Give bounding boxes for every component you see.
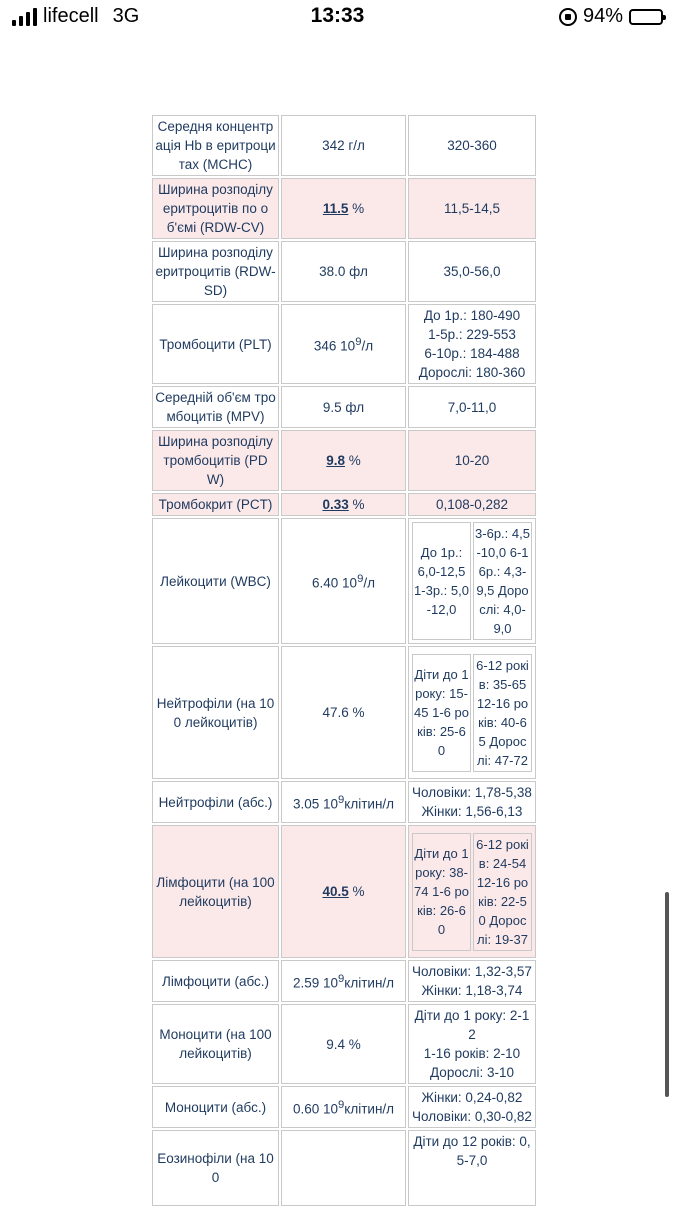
value-unit: %: [348, 884, 365, 899]
test-name: Моноцити (абс.): [152, 1086, 279, 1128]
test-norm: [408, 1086, 536, 1128]
test-norm: [408, 646, 536, 779]
value-exponent: 9: [357, 572, 364, 585]
table-row: [152, 430, 536, 491]
test-norm: 7,0-11,0: [408, 386, 536, 428]
scrollbar[interactable]: [665, 892, 669, 1097]
norm-col-right: 3-6р.: 4,5-10,0 6-16р.: 4,3-9,5 Дорослі: 4,0-9,0: [473, 522, 532, 640]
value-exponent: 9: [338, 1098, 345, 1111]
test-norm: 35,0-56,0: [408, 241, 536, 302]
value-number: 2.59 10: [292, 975, 339, 991]
status-right: [559, 5, 663, 28]
norm-nested-table: [410, 831, 534, 953]
norm-line: Чоловіки: 0,30-0,82: [412, 1109, 532, 1124]
test-norm: [408, 518, 536, 644]
norm-line: 6-10р.: 184-488: [424, 346, 520, 361]
battery-icon: [629, 9, 663, 25]
value-unit: клітин/л: [344, 975, 395, 991]
norm-line: Жінки: 1,56-6,13: [421, 804, 523, 819]
test-value: 47.6 %: [281, 646, 406, 779]
norm-line: Жінки: 1,18-3,74: [421, 983, 523, 998]
value-exponent: 9: [338, 793, 345, 806]
test-value: [281, 493, 406, 516]
norm-line: Чоловіки: 1,32-3,57: [412, 964, 532, 979]
value-number: 3.05 10: [292, 796, 339, 812]
norm-col-right: 6-12 років: 24-54 12-16 років: 22-50 Дорослі: 19-37: [473, 833, 532, 951]
test-norm: [408, 781, 536, 823]
value-exponent: 9: [338, 972, 345, 985]
value-number: 0.60 10: [292, 1101, 339, 1117]
test-value: [281, 960, 406, 1002]
value-number: 6.40 10: [312, 575, 358, 591]
results-viewport[interactable]: [150, 113, 540, 1185]
test-value: [281, 1130, 406, 1206]
table-row: [152, 518, 536, 644]
test-value: [281, 781, 406, 823]
test-value: [281, 178, 406, 239]
norm-line: Жінки: 0,24-0,82: [421, 1090, 523, 1105]
norm-line: Чоловіки: 1,78-5,38: [412, 785, 532, 800]
test-norm: [408, 304, 536, 384]
status-bar: [0, 0, 675, 40]
norm-col-left: Діти до 1 року: 38-74 1-6 років: 26-60: [412, 833, 471, 951]
test-name: Середній об'єм тромбоцитів (MPV): [152, 386, 279, 428]
norm-line: Діти до 12 років: 0,: [413, 1134, 531, 1149]
table-row: [152, 386, 536, 428]
clock: 13:33: [310, 4, 365, 27]
test-value: 9.5 фл: [281, 386, 406, 428]
test-value: [281, 430, 406, 491]
test-name: Нейтрофіли (абс.): [152, 781, 279, 823]
test-name: Лімфоцити (абс.): [152, 960, 279, 1002]
test-value: 9.4 %: [281, 1004, 406, 1084]
table-row: [152, 178, 536, 239]
test-name: Лейкоцити (WBC): [152, 518, 279, 644]
test-name: Нейтрофіли (на 100 лейкоцитів): [152, 646, 279, 779]
test-name: Тромбокрит (PCT): [152, 493, 279, 516]
network-type: 3G: [112, 5, 140, 27]
test-norm: 320-360: [408, 115, 536, 176]
test-name: Тромбоцити (PLT): [152, 304, 279, 384]
value-link[interactable]: 40.5: [322, 884, 349, 899]
norm-line: 1-5р.: 229-553: [428, 327, 516, 342]
test-name: Ширина розподілу тромбоцитів (PDW): [152, 430, 279, 491]
value-number: 346 10: [313, 338, 356, 354]
results-table: [150, 113, 538, 1208]
table-row: [152, 646, 536, 779]
norm-line: Дорослі: 3-10: [430, 1065, 514, 1080]
test-name: Еозинофіли (на 100: [152, 1130, 279, 1206]
table-row: [152, 493, 536, 516]
value-unit: %: [348, 497, 365, 512]
table-row: [152, 115, 536, 176]
test-norm: [408, 1004, 536, 1084]
value-unit: %: [348, 201, 365, 216]
carrier-name: lifecell: [43, 5, 99, 27]
test-value: [281, 1086, 406, 1128]
table-row: [152, 1130, 536, 1206]
value-unit: клітин/л: [344, 1101, 395, 1117]
table-row: [152, 304, 536, 384]
test-value: [281, 518, 406, 644]
value-link[interactable]: 11.5: [322, 201, 349, 216]
norm-col-left: Діти до 1 року: 15-45 1-6 років: 25-60: [412, 654, 471, 772]
norm-col-right: 6-12 років: 35-65 12-16 років: 40-65 Дорослі: 47-72: [473, 654, 532, 772]
value-link[interactable]: 9.8: [326, 453, 345, 468]
test-norm: [408, 1130, 536, 1206]
value-link[interactable]: 0.33: [322, 497, 349, 512]
test-norm: [408, 960, 536, 1002]
test-norm: 11,5-14,5: [408, 178, 536, 239]
test-norm: 10-20: [408, 430, 536, 491]
test-norm: [408, 825, 536, 958]
test-name: Ширина розподілу еритроцитів (RDW-SD): [152, 241, 279, 302]
rotation-lock-icon: [559, 8, 577, 26]
value-exponent: 9: [355, 335, 362, 348]
test-name: Моноцити (на 100 лейкоцитів): [152, 1004, 279, 1084]
table-row: [152, 825, 536, 958]
norm-nested-table: [410, 652, 534, 774]
table-row: [152, 1004, 536, 1084]
norm-line: 5-7,0: [456, 1153, 488, 1168]
test-value: 342 г/л: [281, 115, 406, 176]
test-norm: 0,108-0,282: [408, 493, 536, 516]
test-value: [281, 304, 406, 384]
value-unit: /л: [361, 338, 374, 354]
test-name: Ширина розподілу еритроцитів по об'ємі (RDW-CV): [152, 178, 279, 239]
test-value: 38.0 фл: [281, 241, 406, 302]
test-name: Середня концентрація Hb в еритроцитах (MCHC): [152, 115, 279, 176]
table-row: [152, 241, 536, 302]
norm-line: 1-16 років: 2-10: [423, 1046, 521, 1061]
battery-percent: 94%: [582, 5, 623, 27]
value-unit: /л: [363, 575, 375, 591]
value-unit: %: [345, 453, 361, 468]
table-row: [152, 960, 536, 1002]
norm-col-left: До 1р.: 6,0-12,5 1-3р.: 5,0-12,0: [412, 522, 471, 640]
test-value: [281, 825, 406, 958]
table-row: [152, 781, 536, 823]
norm-nested-table: [410, 520, 534, 642]
norm-line: До 1р.: 180-490: [423, 308, 521, 323]
norm-line: Діти до 1 року: 2-12: [414, 1008, 530, 1042]
norm-line: Дорослі: 180-360: [418, 365, 526, 380]
table-row: [152, 1086, 536, 1128]
test-name: Лімфоцити (на 100 лейкоцитів): [152, 825, 279, 958]
value-unit: клітин/л: [344, 796, 395, 812]
